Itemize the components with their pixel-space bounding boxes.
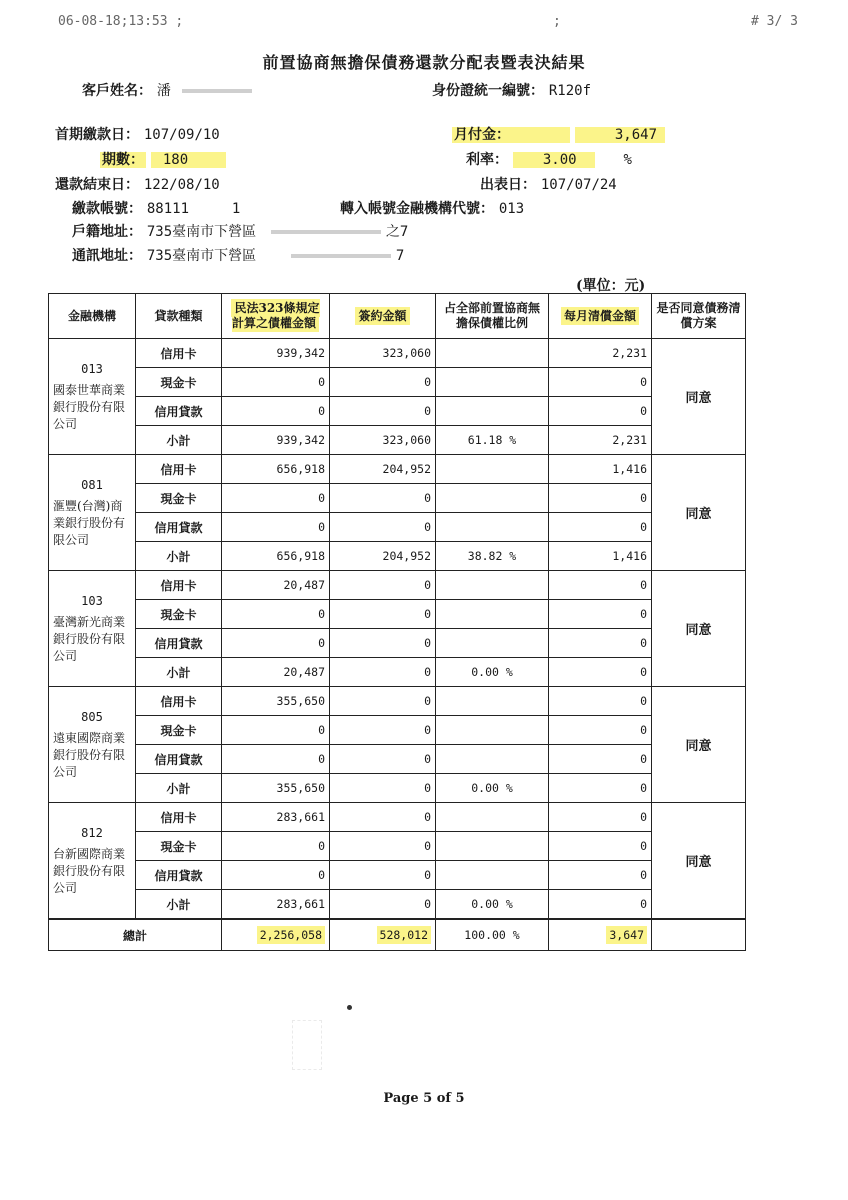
contract-cell: 204,952: [330, 542, 436, 571]
claim-cell: 939,342: [222, 339, 330, 368]
institution-name: 滙豐(台灣)商業銀行股份有限公司: [53, 498, 126, 547]
monthly-cell: 0: [549, 658, 652, 687]
institution-name: 遠東國際商業銀行股份有限公司: [53, 730, 126, 779]
customer-name-value: 潘: [156, 83, 171, 99]
id-number-label: 身份證統一編號：: [432, 83, 544, 99]
ratio-cell: [436, 803, 549, 832]
header-institution: 金融機構: [49, 294, 136, 339]
ratio-cell: [436, 861, 549, 890]
end-date-label: 還款結束日：: [55, 177, 139, 193]
loan-type-cell: 現金卡: [136, 600, 222, 629]
claim-cell: 355,650: [222, 774, 330, 803]
header-monthly-payment: 每月清償金額: [549, 294, 652, 339]
ratio-cell: 61.18 %: [436, 426, 549, 455]
contract-cell: 0: [330, 571, 436, 600]
ratio-cell: 0.00 %: [436, 890, 549, 920]
total-ratio-cell: 100.00 %: [436, 919, 549, 951]
id-number-field: [432, 80, 591, 100]
loan-type-cell: 信用貸款: [136, 513, 222, 542]
account-label: 繳款帳號：: [72, 201, 142, 217]
table-row: [49, 745, 746, 774]
institution-name: 國泰世華商業銀行股份有限公司: [53, 382, 126, 431]
monthly-cell: 0: [549, 890, 652, 920]
institution-name: 台新國際商業銀行股份有限公司: [53, 846, 126, 895]
periods-field: [100, 149, 226, 169]
institution-code: 805: [81, 709, 103, 724]
header-claim-amount: 民法323條規定計算之債權金額: [222, 294, 330, 339]
loan-type-cell: 小計: [136, 542, 222, 571]
issue-date-field: [480, 174, 617, 194]
monthly-cell: 0: [549, 397, 652, 426]
total-agree-cell: [652, 919, 746, 951]
loan-type-cell: 信用卡: [136, 339, 222, 368]
ratio-cell: [436, 455, 549, 484]
monthly-cell: 0: [549, 832, 652, 861]
mail-address-value: 735臺南市下營區: [146, 248, 257, 264]
contract-cell: 0: [330, 397, 436, 426]
total-contract-cell: 528,012: [330, 919, 436, 951]
table-row: [49, 774, 746, 803]
contract-cell: 0: [330, 861, 436, 890]
monthly-cell: 0: [549, 803, 652, 832]
agree-cell: 同意: [652, 571, 746, 687]
periods-value: 180: [151, 152, 226, 168]
claim-cell: 656,918: [222, 455, 330, 484]
ratio-cell: [436, 832, 549, 861]
monthly-cell: 0: [549, 571, 652, 600]
table-row: [49, 542, 746, 571]
monthly-cell: 0: [549, 600, 652, 629]
account-value-suffix: 1: [231, 201, 241, 217]
agree-cell: 同意: [652, 803, 746, 920]
table-row: [49, 484, 746, 513]
institution-code: 013: [81, 361, 103, 376]
ratio-cell: [436, 339, 549, 368]
redaction-mark: [291, 254, 391, 258]
ratio-cell: [436, 716, 549, 745]
claim-cell: 939,342: [222, 426, 330, 455]
total-monthly-cell: 3,647: [549, 919, 652, 951]
monthly-cell: 0: [549, 484, 652, 513]
claim-cell: 20,487: [222, 571, 330, 600]
table-row: [49, 513, 746, 542]
table-row: [49, 368, 746, 397]
ratio-cell: 0.00 %: [436, 658, 549, 687]
agree-cell: 同意: [652, 455, 746, 571]
claim-cell: 0: [222, 832, 330, 861]
unit-label: (單位：元): [576, 278, 646, 294]
table-row: [49, 339, 746, 368]
ratio-cell: [436, 687, 549, 716]
monthly-cell: 0: [549, 368, 652, 397]
table-row: [49, 600, 746, 629]
monthly-payment-value: 3,647: [575, 127, 665, 143]
institution-cell: [49, 803, 136, 920]
header-agree: 是否同意債務清償方案: [652, 294, 746, 339]
contract-cell: 0: [330, 832, 436, 861]
institution-code: 812: [81, 825, 103, 840]
institution-cell: [49, 687, 136, 803]
claim-cell: 0: [222, 397, 330, 426]
end-date-field: [55, 174, 220, 194]
claim-cell: 355,650: [222, 687, 330, 716]
monthly-cell: 2,231: [549, 426, 652, 455]
page-footer: Page 5 of 5: [383, 1091, 465, 1106]
claim-cell: 0: [222, 513, 330, 542]
table-row: [49, 716, 746, 745]
account-field: [72, 198, 240, 218]
claim-cell: 0: [222, 484, 330, 513]
institution-cell: [49, 455, 136, 571]
transfer-bank-field: [340, 198, 524, 218]
loan-type-cell: 信用貸款: [136, 629, 222, 658]
transfer-bank-value: 013: [498, 201, 525, 217]
periods-label: 期數：: [102, 152, 144, 168]
monthly-cell: 0: [549, 716, 652, 745]
table-row: [49, 426, 746, 455]
contract-cell: 0: [330, 658, 436, 687]
claim-cell: 0: [222, 368, 330, 397]
first-payment-value: 107/09/10: [143, 127, 220, 143]
contract-cell: 0: [330, 890, 436, 920]
transfer-bank-label: 轉入帳號金融機構代號：: [340, 201, 494, 217]
loan-type-cell: 信用貸款: [136, 861, 222, 890]
repayment-table: [48, 293, 746, 951]
table-header-row: [49, 294, 746, 339]
fax-header: [58, 14, 798, 34]
redaction-mark: [182, 89, 252, 93]
loan-type-cell: 現金卡: [136, 832, 222, 861]
ratio-cell: [436, 484, 549, 513]
contract-cell: 0: [330, 600, 436, 629]
monthly-cell: 2,231: [549, 339, 652, 368]
monthly-cell: 0: [549, 861, 652, 890]
monthly-cell: 0: [549, 745, 652, 774]
table-row: [49, 832, 746, 861]
table-row: [49, 455, 746, 484]
ratio-cell: [436, 368, 549, 397]
ratio-cell: [436, 571, 549, 600]
contract-cell: 323,060: [330, 339, 436, 368]
contract-cell: 0: [330, 745, 436, 774]
loan-type-cell: 信用卡: [136, 571, 222, 600]
institution-name: 臺灣新光商業銀行股份有限公司: [53, 614, 126, 663]
monthly-cell: 1,416: [549, 542, 652, 571]
monthly-cell: 0: [549, 629, 652, 658]
mail-address-label: 通訊地址：: [72, 248, 142, 264]
table-row: [49, 397, 746, 426]
contract-cell: 0: [330, 629, 436, 658]
loan-type-cell: 信用貸款: [136, 745, 222, 774]
header-loan-type: 貸款種類: [136, 294, 222, 339]
table-row: [49, 571, 746, 600]
table-row: [49, 687, 746, 716]
loan-type-cell: 小計: [136, 890, 222, 920]
loan-type-cell: 小計: [136, 658, 222, 687]
table-row: [49, 658, 746, 687]
account-value: 88111: [146, 201, 190, 217]
contract-cell: 0: [330, 774, 436, 803]
institution-code: 103: [81, 593, 103, 608]
claim-cell: 656,918: [222, 542, 330, 571]
loan-type-cell: 信用卡: [136, 455, 222, 484]
household-address-tail: 之7: [385, 224, 409, 240]
faint-stamp: [292, 1020, 322, 1070]
interest-rate-unit: %: [623, 152, 632, 168]
ratio-cell: [436, 513, 549, 542]
claim-cell: 0: [222, 745, 330, 774]
monthly-payment-field: [452, 124, 665, 144]
first-payment-field: [55, 124, 220, 144]
loan-type-cell: 信用卡: [136, 803, 222, 832]
claim-cell: 0: [222, 600, 330, 629]
monthly-cell: 1,416: [549, 455, 652, 484]
mail-address-field: [72, 245, 404, 265]
claim-cell: 0: [222, 629, 330, 658]
ratio-cell: 0.00 %: [436, 774, 549, 803]
claim-cell: 0: [222, 861, 330, 890]
document-title: 前置協商無擔保債務還款分配表暨表決結果: [262, 53, 586, 72]
ratio-cell: [436, 600, 549, 629]
contract-cell: 323,060: [330, 426, 436, 455]
agree-cell: 同意: [652, 339, 746, 455]
institution-cell: [49, 571, 136, 687]
header-ratio: 占全部前置協商無擔保債權比例: [436, 294, 549, 339]
stray-mark: [347, 1005, 352, 1010]
loan-type-cell: 現金卡: [136, 368, 222, 397]
claim-cell: 283,661: [222, 890, 330, 920]
total-label: 總計: [49, 919, 222, 951]
end-date-value: 122/08/10: [143, 177, 220, 193]
total-claim-cell: 2,256,058: [222, 919, 330, 951]
household-address-label: 戶籍地址：: [72, 224, 142, 240]
mail-address-tail: 7: [395, 248, 405, 264]
total-row: [49, 919, 746, 951]
claim-cell: 0: [222, 716, 330, 745]
first-payment-label: 首期繳款日：: [55, 127, 139, 143]
ratio-cell: 38.82 %: [436, 542, 549, 571]
monthly-cell: 0: [549, 513, 652, 542]
ratio-cell: [436, 629, 549, 658]
table-row: [49, 861, 746, 890]
customer-name-label: 客戶姓名：: [82, 83, 152, 99]
ratio-cell: [436, 397, 549, 426]
loan-type-cell: 小計: [136, 774, 222, 803]
issue-date-value: 107/07/24: [540, 177, 617, 193]
ratio-cell: [436, 745, 549, 774]
contract-cell: 0: [330, 687, 436, 716]
customer-name-field: [82, 80, 252, 100]
interest-rate-field: [466, 149, 632, 169]
agree-cell: 同意: [652, 687, 746, 803]
fax-page-marker: # 3/ 3: [751, 14, 798, 29]
issue-date-label: 出表日：: [480, 177, 536, 193]
claim-cell: 283,661: [222, 803, 330, 832]
table-row: [49, 803, 746, 832]
id-number-value: R120f: [548, 83, 592, 99]
household-address-field: [72, 221, 408, 241]
loan-type-cell: 信用貸款: [136, 397, 222, 426]
interest-rate-label: 利率：: [466, 152, 508, 168]
monthly-cell: 0: [549, 687, 652, 716]
contract-cell: 204,952: [330, 455, 436, 484]
fax-separator: ;: [553, 14, 561, 29]
loan-type-cell: 現金卡: [136, 484, 222, 513]
loan-type-cell: 信用卡: [136, 687, 222, 716]
contract-cell: 0: [330, 368, 436, 397]
monthly-cell: 0: [549, 774, 652, 803]
contract-cell: 0: [330, 513, 436, 542]
redaction-mark: [271, 230, 381, 234]
table-row: [49, 890, 746, 920]
contract-cell: 0: [330, 484, 436, 513]
contract-cell: 0: [330, 803, 436, 832]
claim-cell: 20,487: [222, 658, 330, 687]
household-address-value: 735臺南市下營區: [146, 224, 257, 240]
interest-rate-value: 3.00: [513, 152, 595, 168]
monthly-payment-label: 月付金：: [452, 127, 570, 143]
contract-cell: 0: [330, 716, 436, 745]
loan-type-cell: 小計: [136, 426, 222, 455]
loan-type-cell: 現金卡: [136, 716, 222, 745]
header-contract-amount: 簽約金額: [330, 294, 436, 339]
institution-cell: [49, 339, 136, 455]
table-row: [49, 629, 746, 658]
institution-code: 081: [81, 477, 103, 492]
fax-timestamp: 06-08-18;13:53 ;: [58, 14, 184, 29]
